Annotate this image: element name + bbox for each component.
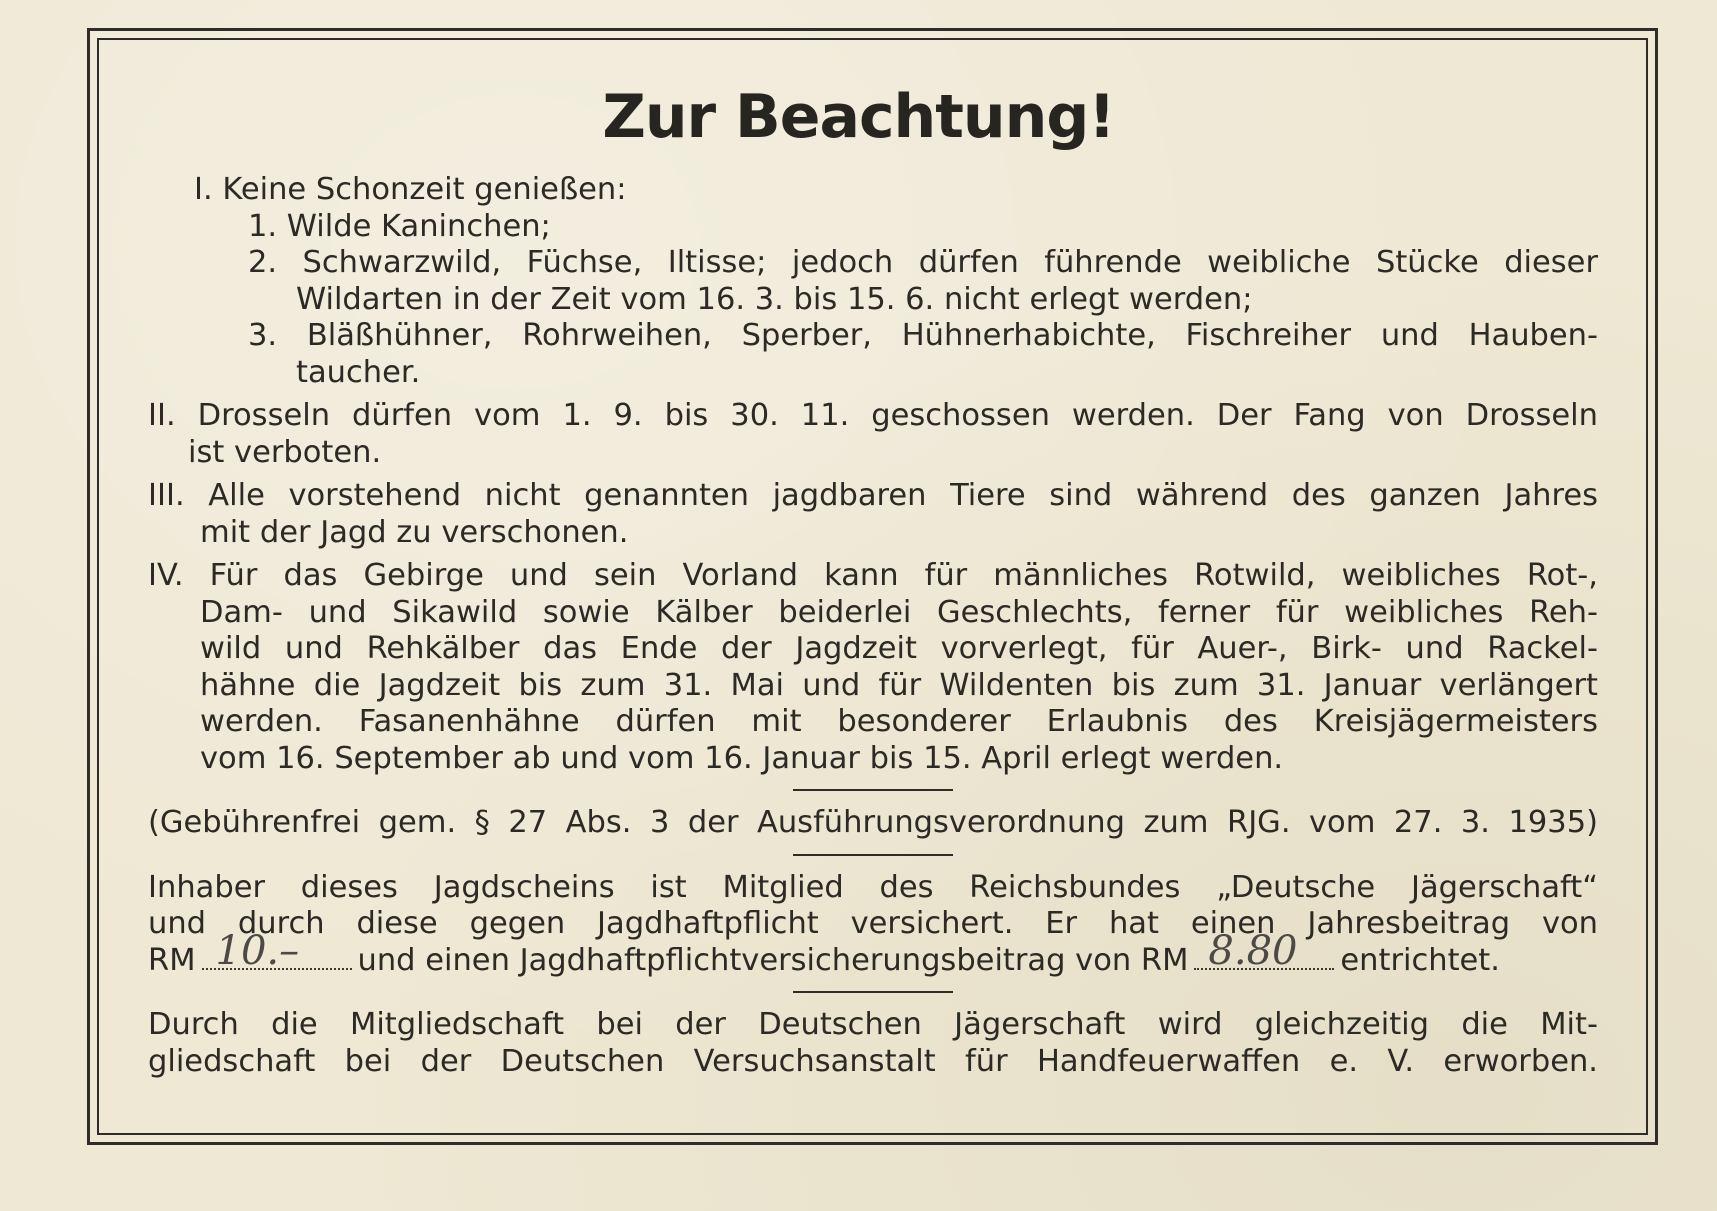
section-1-item-2a: 2. Schwarzwild, Füchse, Iltisse; jedoch dürfen führende weibliche Stücke dieser — [248, 245, 1598, 280]
section-1 — [148, 172, 1598, 391]
footer-line-1: Durch die Mitgliedschaft bei der Deutschen Jägerschaft wird gleichzeitig die Mit- — [148, 1007, 1598, 1042]
section-3-line-1: III. Alle vorstehend nicht genannten jagdbaren Tiere sind während des ganzen Jahres — [148, 478, 1598, 513]
membership-line-2: und durch diese gegen Jagdhaftpflicht versichert. Er hat einen Jahresbeitrag von — [148, 906, 1598, 941]
section-4-line-1: IV. Für das Gebirge und sein Vorland kann für männliches Rotwild, weibliches Rot-, — [148, 558, 1598, 593]
section-1-item-2b: Wildarten in der Zeit vom 16. 3. bis 15. 6. nicht erlegt werden; — [296, 281, 1253, 317]
section-4-line-2: Dam- und Sikawild sowie Kälber beiderlei Geschlechts, ferner für weibliches Reh- — [200, 594, 1598, 630]
separator-rule — [793, 789, 953, 791]
separator-rule — [793, 854, 953, 856]
insurance-fee-handwritten: 8.80 — [1208, 928, 1298, 974]
footer-section — [148, 1007, 1598, 1080]
annual-fee-field — [202, 928, 352, 974]
section-2-line-2: ist verboten. — [188, 434, 382, 470]
section-3 — [148, 478, 1598, 551]
section-3-line-2: mit der Jagd zu verschonen. — [200, 514, 629, 550]
separator-rule — [793, 991, 953, 993]
section-4 — [148, 558, 1598, 777]
section-1-item-1: 1. Wilde Kaninchen; — [248, 208, 551, 244]
membership-line-3 — [148, 928, 1598, 980]
section-2 — [148, 398, 1598, 471]
membership-section — [148, 870, 1598, 980]
annual-fee-handwritten: 10.– — [215, 928, 300, 974]
insurance-fee-field — [1194, 928, 1334, 974]
page-title: Zur Beachtung! — [602, 82, 1115, 152]
fee-note: (Gebührenfrei gem. § 27 Abs. 3 der Ausführungsverordnung zum RJG. vom 27. 3. 1935) — [148, 805, 1598, 840]
section-4-line-6: vom 16. September ab und vom 16. Januar bis 15. April erlegt werden. — [200, 740, 1284, 776]
section-4-line-3: wild und Rehkälber das Ende der Jagdzeit vorverlegt, für Auer-, Birk- und Rackel- — [200, 631, 1598, 666]
section-4-line-4: hähne die Jagdzeit bis zum 31. Mai und für Wildenten bis zum 31. Januar verlängert — [200, 667, 1598, 703]
section-4-line-5: werden. Fasanenhähne dürfen mit besonderer Erlaubnis des Kreisjägermeisters — [200, 704, 1598, 739]
section-1-item-3b: taucher. — [296, 354, 421, 390]
insurance-fee-text: und einen Jagdhaftpflichtversicherungsbeitrag von RM — [357, 942, 1189, 978]
section-1-item-3a: 3. Bläßhühner, Rohrweihen, Sperber, Hühnerhabichte, Fischreiher und Hauben- — [248, 318, 1598, 353]
paid-text: entrichtet. — [1340, 942, 1500, 978]
membership-line-1: Inhaber dieses Jagdscheins ist Mitglied des Reichsbundes „Deutsche Jägerschaft“ — [148, 869, 1598, 905]
notice-body — [148, 172, 1598, 1080]
section-1-heading: I. Keine Schonzeit genießen: — [194, 172, 627, 207]
rm-label: RM — [148, 942, 196, 978]
footer-line-2: gliedschaft bei der Deutschen Versuchsanstalt für Handfeuerwaffen e. V. erworben. — [148, 1043, 1598, 1079]
section-2-line-1: II. Drosseln dürfen vom 1. 9. bis 30. 11. geschossen werden. Der Fang von Drosseln — [148, 398, 1598, 433]
